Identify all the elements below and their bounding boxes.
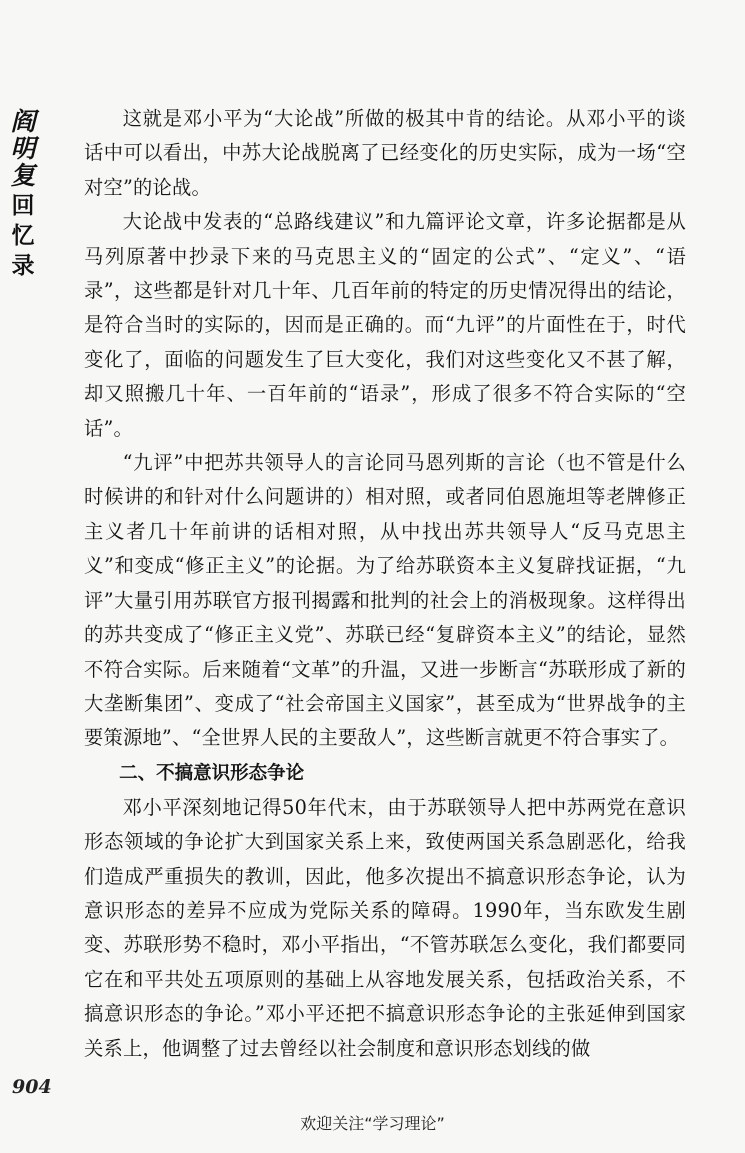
- book-side-title: [8, 108, 38, 279]
- paragraph-4: 邓小平深刻地记得50年代末，由于苏联领导人把中苏两党在意识形态领域的争论扩大到国家关系上来，致使两国关系急剧恶化，给我们造成严重损失的教训，因此，他多次提出不搞意识形态争论，认为意识形态的差异不应成为党际关系的障碍。1990年，当东欧发生剧变、苏联形势不稳时，邓小平指出，“不管苏联怎么变化，我们都要同它在和平共处五项原则的基础上从容地发展关系，包括政治关系，不搞意识形态的争论。”邓小平还把不搞意识形态争论的主张延伸到国家关系上，他调整了过去曾经以社会制度和意识形态划线的做: [84, 795, 686, 1060]
- paragraph-1: 这就是邓小平为“大论战”所做的极其中肯的结论。从邓小平的谈话中可以看出，中苏大论战脱离了已经变化的历史实际，成为一场“空对空”的论战。: [84, 107, 686, 199]
- author-name-char-3: 复: [10, 161, 36, 190]
- series-title-char-3: 录: [11, 253, 35, 279]
- author-name-char-1: 阎: [10, 107, 36, 136]
- page-body: [84, 102, 686, 1066]
- paragraph-3: “九评”中把苏共领导人的言论同马恩列斯的言论（也不管是什么时候讲的和针对什么问题讲的）相对照，或者同伯恩施坦等老牌修正主义者几十年前讲的话相对照，从中找出苏共领导人“反马克思主义”和变成“修正主义”的论据。为了给苏联资本主义复辟找证据，“九评”大量引用苏联官方报刊揭露和批判的社会上的消极现象。这样得出的苏共变成了“修正主义党”、苏联已经“复辟资本主义”的结论，显然不符合实际。后来随着“文革”的升温，又进一步断言“苏联形成了新的大垄断集团”、变成了“社会帝国主义国家”，甚至成为“世界战争的主要策源地”、“全世界人民的主要敌人”，这些断言就更不符合事实了。: [84, 451, 686, 750]
- page-number: 904: [12, 1076, 52, 1098]
- author-name-char-2: 明: [10, 134, 36, 163]
- paragraph-2: 大论战中发表的“总路线建议”和九篇评论文章，许多论据都是从马列原著中抄录下来的马克思主义的“固定的公式”、“定义”、“语录”，这些都是针对几十年、几百年前的特定的历史情况得出的结论，是符合当时的实际的，因而是正确的。而“九评”的片面性在于，时代变化了，面临的问题发生了巨大变化，我们对这些变化又不甚了解，却又照搬几十年、一百年前的“语录”，形成了很多不符合实际的“空话”。: [84, 210, 686, 440]
- footer-watermark-text: 欢迎关注“学习理论”: [300, 1114, 445, 1133]
- section-heading: 二、不搞意识形态争论: [119, 762, 305, 784]
- series-title-char-1: 回: [11, 193, 35, 219]
- series-title-char-2: 忆: [11, 223, 35, 249]
